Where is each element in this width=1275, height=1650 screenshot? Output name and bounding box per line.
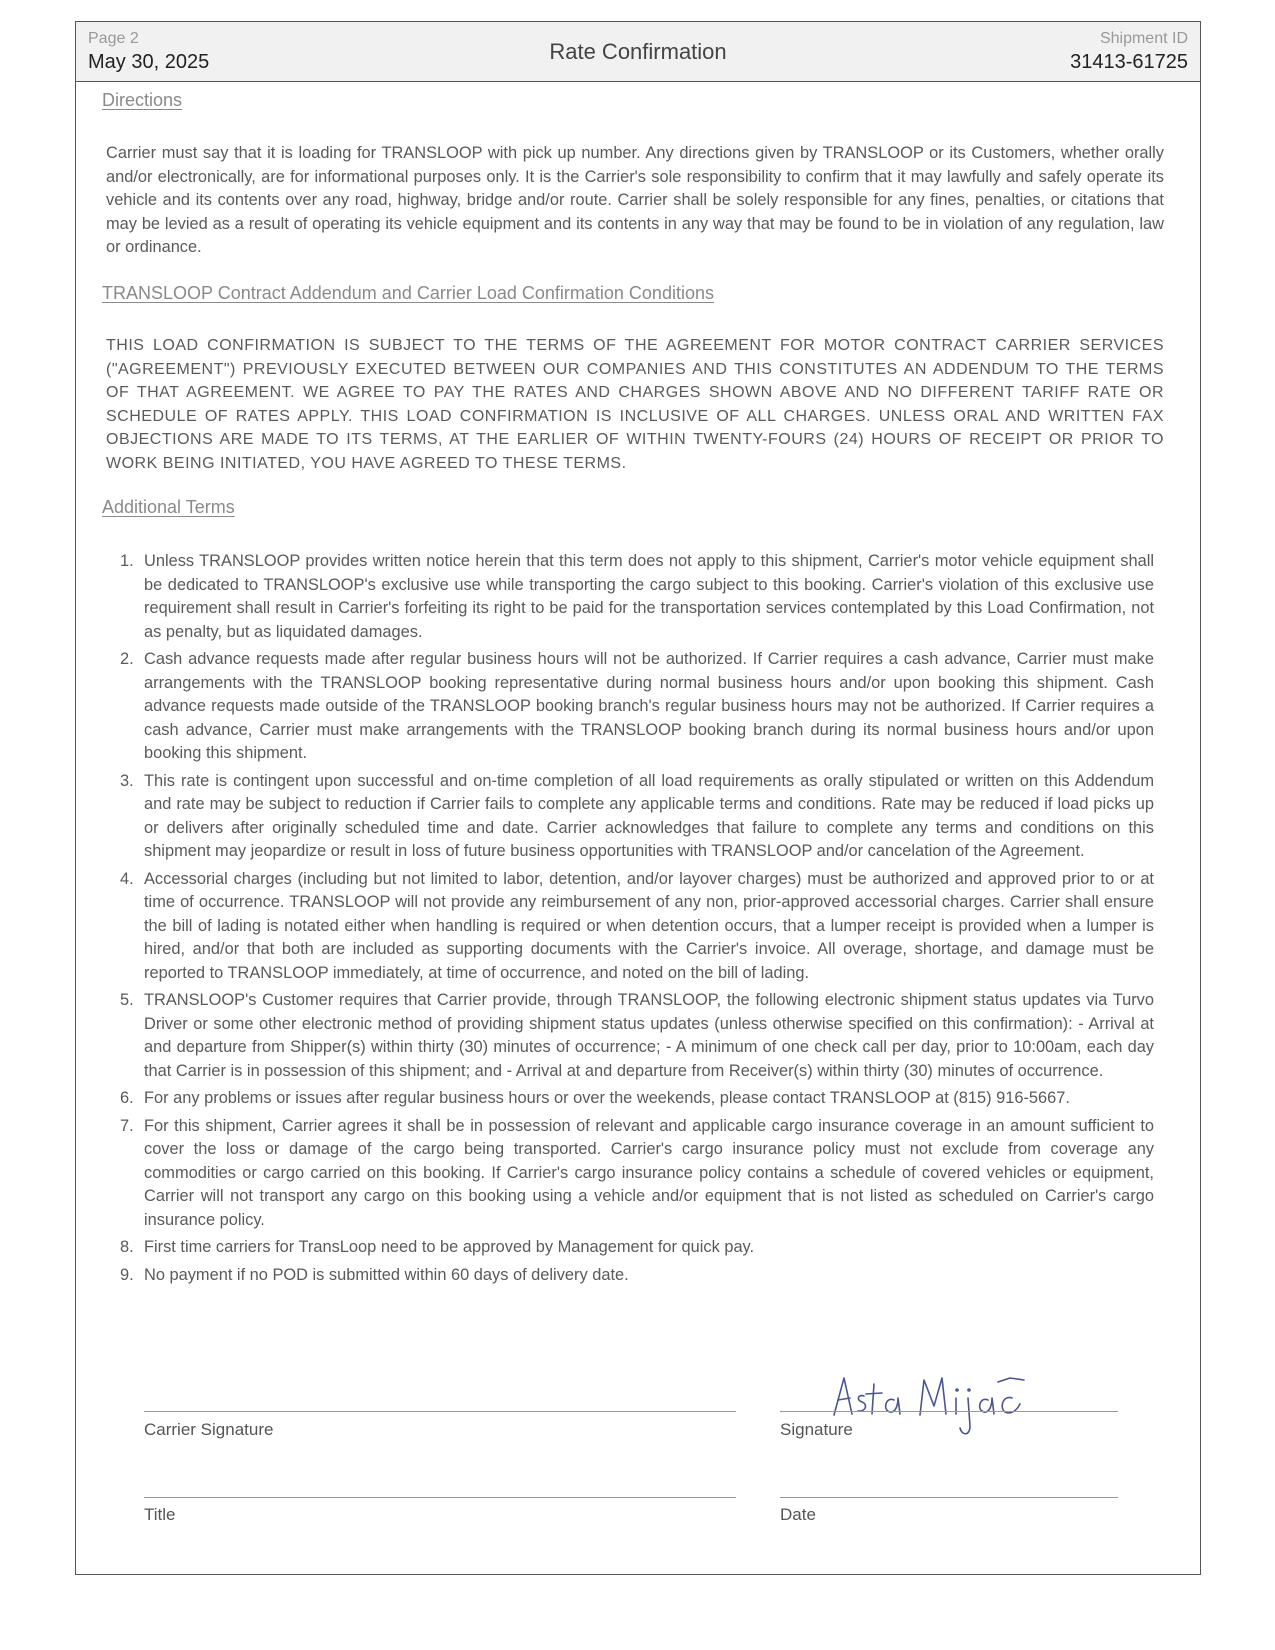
directions-heading: Directions (102, 90, 183, 110)
item-text: First time carriers for TransLoop need to be approved by Management for quick pay. (144, 1238, 755, 1256)
list-item (120, 989, 1154, 1083)
item-number: 6. (120, 1089, 134, 1107)
item-text: Accessorial charges (including but not limited to labor, detention, and/or layover charges) must be authorized and approved prior to or at time of occurrence. TRANSLOOP will not provide any reimbursement of any non, prior-approved accessorial charges. Carrier shall ensure the bill of lading is notated either when handling is required or when detention occurs, that a lumper receipt is provided when a lumper is hired, and/or that both are included as supporting documents with the Carrier's invoice. All overage, shortage, and damage must be reported to TRANSLOOP immediately, at time of occurrence, and noted on the bill of lading. (144, 869, 1154, 982)
item-number: 7. (120, 1116, 134, 1135)
item-text: Unless TRANSLOOP provides written notice herein that this term does not apply to this shipment, Carrier's motor vehicle equipment shall be dedicated to TRANSLOOP's exclusive use while transporting the cargo subject to this booking. Carrier's violation of this exclusive use requirement shall result in Carrier's forfeiting its right to be paid for the transportation services contemplated by this Load Confirmation, not as penalty, but as liquidated damages. (144, 552, 1154, 641)
shipment-id: 31413-61725 (1070, 51, 1188, 73)
list-item (120, 1115, 1154, 1233)
title-line (144, 1497, 736, 1498)
item-number: 3. (120, 771, 134, 790)
shipment-id-label: Shipment ID (1099, 30, 1188, 47)
list-item (120, 770, 1154, 864)
carrier-signature-line (144, 1411, 736, 1412)
page-number: Page 2 (88, 30, 139, 47)
document-date: May 30, 2025 (88, 51, 210, 73)
date-line (780, 1497, 1118, 1498)
header-right (1070, 29, 1188, 75)
item-number: 1. (120, 552, 134, 570)
item-text: For any problems or issues after regular business hours or over the weekends, please contact TRANSLOOP at (815) 916-5667. (144, 1089, 1070, 1107)
item-number: 2. (120, 650, 134, 668)
list-item (120, 868, 1154, 986)
item-number: 5. (120, 991, 134, 1009)
item-number: 8. (120, 1238, 134, 1256)
document-title: Rate Confirmation (549, 39, 727, 64)
item-text: Cash advance requests made after regular business hours will not be authorized. If Carrier requires a cash advance, Carrier must make arrangements with the TRANSLOOP booking representative during normal business hours and/or upon booking this shipment. Cash advance requests made outside of the TRANSLOOP booking branch's regular business hours may not be authorized. If Carrier requires a cash advance, Carrier must make arrangements with the TRANSLOOP booking branch during its normal business hours and/or upon booking this shipment. (144, 650, 1154, 762)
item-number: 9. (120, 1265, 134, 1284)
additional-terms-heading: Additional Terms (102, 497, 235, 517)
additional-terms-list (120, 550, 1154, 1291)
item-number: 4. (120, 869, 134, 888)
item-text: This rate is contingent upon successful and on-time completion of all load requirements as orally stipulated or written on this Addendum and rate may be subject to reduction if Carrier fails to complete any applicable terms and conditions. Rate may be reduced if load picks up or delivers after originally scheduled time and date. Carrier acknowledges that failure to complete any terms and conditions on this shipment may jeopardize or result in loss of future business opportunities with TRANSLOOP and/or cancelation of the Agreement. (144, 771, 1154, 860)
date-label: Date (780, 1505, 816, 1524)
item-text: No payment if no POD is submitted within 60 days of delivery date. (144, 1265, 629, 1284)
item-text: For this shipment, Carrier agrees it shall be in possession of relevant and applicable cargo insurance coverage in an amount sufficient to cover the loss or damage of the cargo being transported. Carrier's cargo insurance policy must not exclude from coverage any commodities or cargo carried on this booking. If Carrier's cargo insurance policy contains a schedule of covered vehicles or equipment, Carrier will not transport any cargo on this booking using a vehicle and/or equipment that is not listed as scheduled on Carrier's cargo insurance policy. (144, 1116, 1154, 1229)
item-text: TRANSLOOP's Customer requires that Carrier provide, through TRANSLOOP, the following electronic shipment status updates via Turvo Driver or some other electronic method of providing shipment status updates (unless otherwise specified on this confirmation): - Arrival at and departure from Shipper(s) within thirty (30) minutes of occurrence; - A minimum of one check call per day, prior to 10:00am, each day that Carrier is in possession of this shipment; and - Arrival at and departure from Receiver(s) within thirty (30) minutes of occurrence. (144, 991, 1154, 1080)
carrier-signature-label: Carrier Signature (144, 1420, 274, 1439)
handwritten-signature (828, 1370, 1038, 1445)
addendum-heading: TRANSLOOP Contract Addendum and Carrier Load Confirmation Conditions (102, 283, 714, 303)
page-header (76, 22, 1200, 82)
signature-line (780, 1411, 1118, 1412)
list-item (120, 1264, 1154, 1288)
list-item (120, 648, 1154, 766)
signature-label: Signature (780, 1420, 853, 1439)
addendum-text: THIS LOAD CONFIRMATION IS SUBJECT TO THE TERMS OF THE AGREEMENT FOR MOTOR CONTRACT CARRIER SERVICES ("AGREEMENT") PREVIOUSLY EXECUTED BETWEEN OUR COMPANIES AND THIS CONSTITUTES AN ADDENDUM TO THE TERMS OF THAT AGREEMENT. WE AGREE TO PAY THE RATES AND CHARGES SHOWN ABOVE AND NO DIFFERENT TARIFF RATE OR SCHEDULE OF RATES APPLY. THIS LOAD CONFIRMATION IS INCLUSIVE OF ALL CHARGES. UNLESS ORAL AND WRITTEN FAX OBJECTIONS ARE MADE TO ITS TERMS, AT THE EARLIER OF WITHIN TWENTY-FOURS (24) HOURS OF RECEIPT OR PRIOR TO WORK BEING INITIATED, YOU HAVE AGREED TO THESE TERMS. (106, 337, 1164, 472)
title-label: Title (144, 1505, 176, 1524)
directions-text: Carrier must say that it is loading for TRANSLOOP with pick up number. Any directions given by TRANSLOOP or its Customers, whether orally and/or electronically, are for informational purposes only. It is the Carrier's sole responsibility to confirm that it may lawfully and safely operate its vehicle and its contents over any road, highway, bridge and/or route. Carrier shall be solely responsible for any fines, penalties, or citations that may be levied as a result of operating its vehicle equipment and its contents in any way that may be found to be in violation of any regulation, law or ordinance. (106, 144, 1164, 256)
list-item (120, 550, 1154, 644)
list-item (120, 1236, 1154, 1260)
list-item (120, 1087, 1154, 1111)
